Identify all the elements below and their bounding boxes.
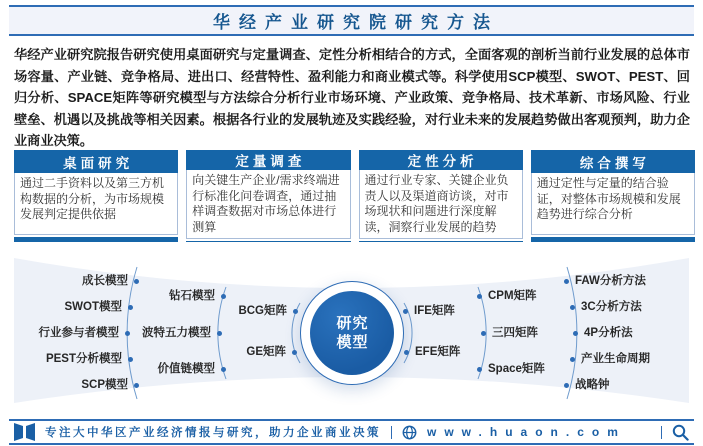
bullet-icon <box>217 331 222 336</box>
card-accent-bar <box>186 241 350 242</box>
card-description: 向关键生产企业/需求终端进行标准化问卷调查，通过抽样调查数据对市场总体进行测算 <box>186 170 350 239</box>
bullet-icon <box>573 331 578 336</box>
card-description: 通过行业专家、关键企业负责人以及渠道商访谈，对市场现状和问题进行深度解读，洞察行业发展的趋势 <box>359 170 523 239</box>
bullet-icon <box>477 294 482 299</box>
center-ring <box>300 281 404 385</box>
model-label: 钻石模型 <box>169 288 226 304</box>
model-label: 3C分析方法 <box>570 299 642 315</box>
bullet-icon <box>564 279 569 284</box>
bullet-icon <box>125 331 130 336</box>
page-title: 华经产业研究院研究方法 <box>213 13 499 32</box>
method-card-qualitative-analysis <box>359 150 523 242</box>
bullet-icon <box>128 357 133 362</box>
model-label: CPM矩阵 <box>477 288 537 304</box>
bullet-icon <box>134 383 139 388</box>
card-title: 定量调查 <box>186 150 350 170</box>
model-label: 价值链模型 <box>158 361 227 377</box>
model-label: GE矩阵 <box>246 344 297 360</box>
bullet-icon <box>564 383 569 388</box>
footer-tagline: 专注大中华区产业经济情报与研究，助力企业商业决策 <box>45 427 381 439</box>
model-label: PEST分析模型 <box>46 351 133 367</box>
divider <box>661 426 662 439</box>
center-label-line2: 模型 <box>336 334 369 351</box>
model-label: FAW分析方法 <box>564 273 646 289</box>
intro-paragraph: 华经产业研究院报告研究使用桌面研究与定量调查、定性分析相结合的方式，全面客观的剖析当前行业发展的总体市场容量、产业链、竞争格局、进出口、经营特性、盈利能力和商业模式等。科学使用SCP模型、SWOT、PEST、回归分析、SPACE矩阵等研究模型与方法综合分析行业市场环境、产业政策、竞争格局、技术革新、市场风险、行业壁垒、机遇以及挑战等相关因素。根据各行业的发展轨迹及实践经验，对行业未来的发展趋势做出客观预判，助力企业商业决策。 <box>14 47 690 148</box>
method-card-quantitative-survey <box>186 150 350 242</box>
title-bar <box>9 5 694 36</box>
model-label: EFE矩阵 <box>404 344 460 360</box>
bullet-icon <box>221 367 226 372</box>
globe-icon <box>402 425 417 440</box>
center-label-line1: 研究 <box>336 315 369 332</box>
card-accent-bar <box>531 237 695 242</box>
card-title: 定性分析 <box>359 150 523 170</box>
bullet-icon <box>221 294 226 299</box>
bullet-icon <box>292 350 297 355</box>
website-link[interactable]: www.huaon.com <box>427 425 626 439</box>
card-title: 综合撰写 <box>531 150 695 173</box>
bullet-icon <box>404 350 409 355</box>
bullet-icon <box>293 309 298 314</box>
model-label: IFE矩阵 <box>403 303 455 319</box>
model-label: 三四矩阵 <box>481 325 538 341</box>
divider <box>391 426 392 439</box>
card-description: 通过定性与定量的结合验证，对整体市场规模和发展趋势进行综合分析 <box>531 173 695 235</box>
method-cards-row <box>14 150 695 242</box>
bullet-icon <box>481 331 486 336</box>
card-accent-bar <box>14 237 178 242</box>
bullet-icon <box>128 305 133 310</box>
bullet-icon <box>477 367 482 372</box>
card-description: 通过二手资料以及第三方机构数据的分析，为市场规模发展判定提供依据 <box>14 173 178 235</box>
model-label: 4P分析法 <box>573 325 633 341</box>
bullet-icon <box>134 279 139 284</box>
model-label: 成长模型 <box>82 273 139 289</box>
model-label: SWOT模型 <box>65 299 134 315</box>
model-label: 战略钟 <box>564 377 610 393</box>
model-label: SCP模型 <box>81 377 139 393</box>
center-label <box>310 291 394 375</box>
footer-bar <box>9 419 694 445</box>
bullet-icon <box>570 305 575 310</box>
model-label: 波特五力模型 <box>142 325 222 341</box>
card-title: 桌面研究 <box>14 150 178 173</box>
method-card-desk-research <box>14 150 178 242</box>
model-label: Space矩阵 <box>477 361 545 377</box>
model-label: 产业生命周期 <box>570 351 650 367</box>
method-card-comprehensive-writing <box>531 150 695 242</box>
brand-logo-icon <box>14 423 35 441</box>
model-label: BCG矩阵 <box>238 303 298 319</box>
bullet-icon <box>403 309 408 314</box>
search-icon[interactable] <box>672 424 689 441</box>
card-accent-bar <box>359 241 523 242</box>
model-label: 行业参与者模型 <box>39 325 131 341</box>
bullet-icon <box>570 357 575 362</box>
